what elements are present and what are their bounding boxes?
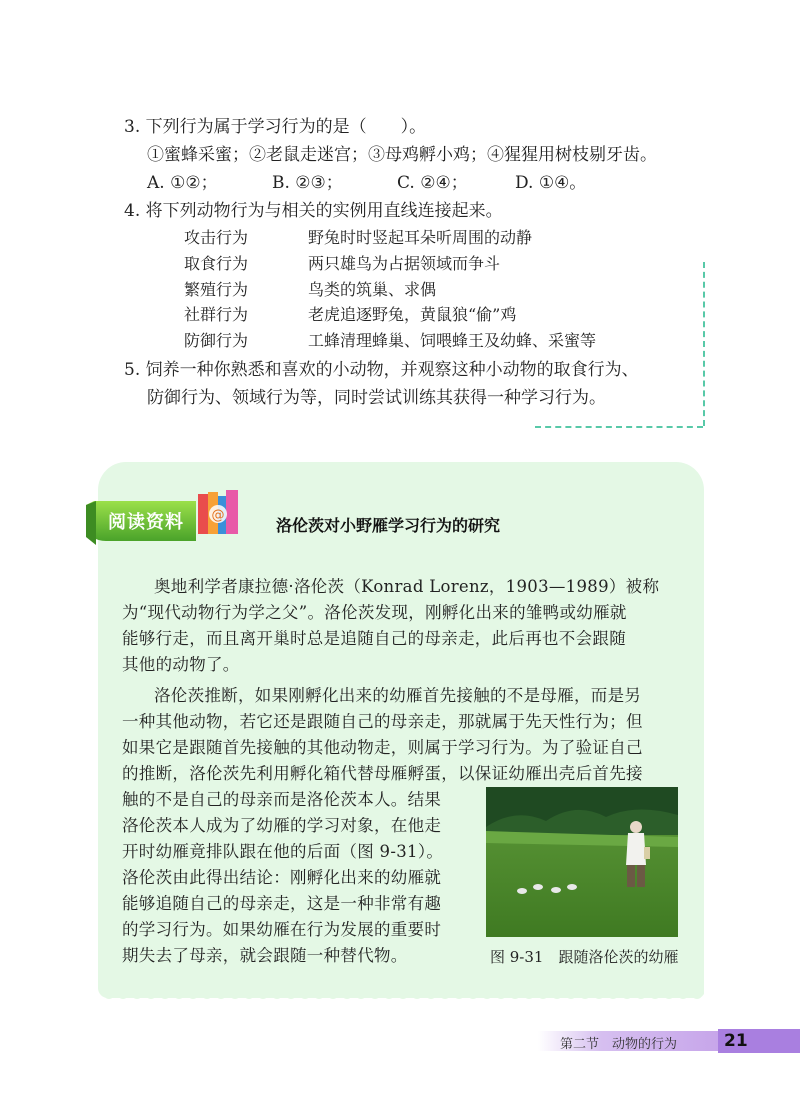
books-icon: [196, 488, 240, 538]
q5-line2: 防御行为、领域行为等，同时尝试训练其获得一种学习行为。: [147, 388, 606, 408]
q3-choice-b: B. ②③；: [272, 173, 343, 193]
reading-line: 开时幼雁竟排队跟在他的后面（图 9-31）。: [122, 842, 444, 861]
q4-behavior: 社群行为: [184, 305, 249, 324]
q5-line1: 5. 饲养一种你熟悉和喜欢的小动物，并观察这种小动物的取食行为、: [124, 360, 639, 380]
svg-text:@: @: [211, 508, 225, 523]
reading-line: 洛伦茨推断，如果刚孵化出来的幼雁首先接触的不是母雁，而是另: [154, 686, 642, 705]
q4-example: 两只雄鸟为占据领域而争斗: [308, 254, 501, 273]
reading-line: 能够追随自己的母亲走，这是一种非常有趣: [122, 894, 442, 913]
q3-stem: 3. 下列行为属于学习行为的是（ ）。: [124, 117, 427, 137]
reading-line: 奥地利学者康拉德·洛伦茨（Konrad Lorenz，1903—1989）被称: [154, 577, 660, 596]
q3-choice-d: D. ①④。: [515, 173, 587, 193]
reading-title: 洛伦茨对小野雁学习行为的研究: [276, 516, 501, 535]
q4-behavior: 攻击行为: [184, 228, 249, 247]
exercise-border-horizontal: [535, 426, 703, 428]
footer-section: 第二节 动物的行为: [560, 1037, 678, 1052]
reading-line: 触的不是自己的母亲而是洛伦茨本人。结果: [122, 790, 442, 809]
q4-behavior: 繁殖行为: [184, 280, 249, 299]
q4-example: 老虎追逐野兔，黄鼠狼“偷”鸡: [308, 305, 517, 324]
reading-line: 如果它是跟随首先接触的其他动物走，则属于学习行为。为了验证自己: [122, 738, 643, 757]
reading-line: 的学习行为。如果幼雁在行为发展的重要时: [122, 920, 442, 939]
reading-line: 为“现代动物行为学之父”。洛伦茨发现，刚孵化出来的雏鸭或幼雁就: [122, 603, 627, 622]
reading-line: 一种其他动物，若它还是跟随自己的母亲走，那就属于先天性行为；但: [122, 712, 643, 731]
reading-box-scalloped-edge: [98, 988, 704, 1008]
reading-line: 洛伦茨本人成为了幼雁的学习对象，在他走: [122, 816, 442, 835]
reading-line: 其他的动物了。: [122, 655, 240, 674]
q3-choice-a: A. ①②；: [147, 173, 218, 193]
reading-badge: 阅读资料: [108, 512, 184, 533]
q4-behavior: 取食行为: [184, 254, 249, 273]
photo-caption: 图 9-31 跟随洛伦茨的幼雁: [490, 948, 679, 966]
q4-example: 野兔时时竖起耳朵听周围的动静: [308, 228, 533, 247]
reading-line: 洛伦茨由此得出结论：刚孵化出来的幼雁就: [122, 868, 442, 887]
q3-choice-c: C. ②④；: [397, 173, 468, 193]
reading-line: 期失去了母亲，就会跟随一种替代物。: [122, 946, 408, 965]
reading-line: 能够行走，而且离开巢时总是追随自己的母亲走，此后再也不会跟随: [122, 629, 626, 648]
q4-behavior: 防御行为: [184, 331, 249, 350]
reading-line: 的推断，洛伦茨先利用孵化箱代替母雁孵蛋，以保证幼雁出壳后首先接: [122, 764, 643, 783]
q4-stem: 4. 将下列动物行为与相关的实例用直线连接起来。: [124, 201, 503, 221]
q4-example: 工蜂清理蜂巢、饲喂蜂王及幼蜂、采蜜等: [308, 331, 597, 350]
q3-options: ①蜜蜂采蜜；②老鼠走迷宫；③母鸡孵小鸡；④猩猩用树枝剔牙齿。: [147, 145, 657, 165]
page-number: 21: [718, 1029, 800, 1053]
lorenz-geese-photo: [486, 787, 678, 937]
exercise-border-vertical: [703, 262, 705, 426]
q4-example: 鸟类的筑巢、求偶: [308, 280, 437, 299]
